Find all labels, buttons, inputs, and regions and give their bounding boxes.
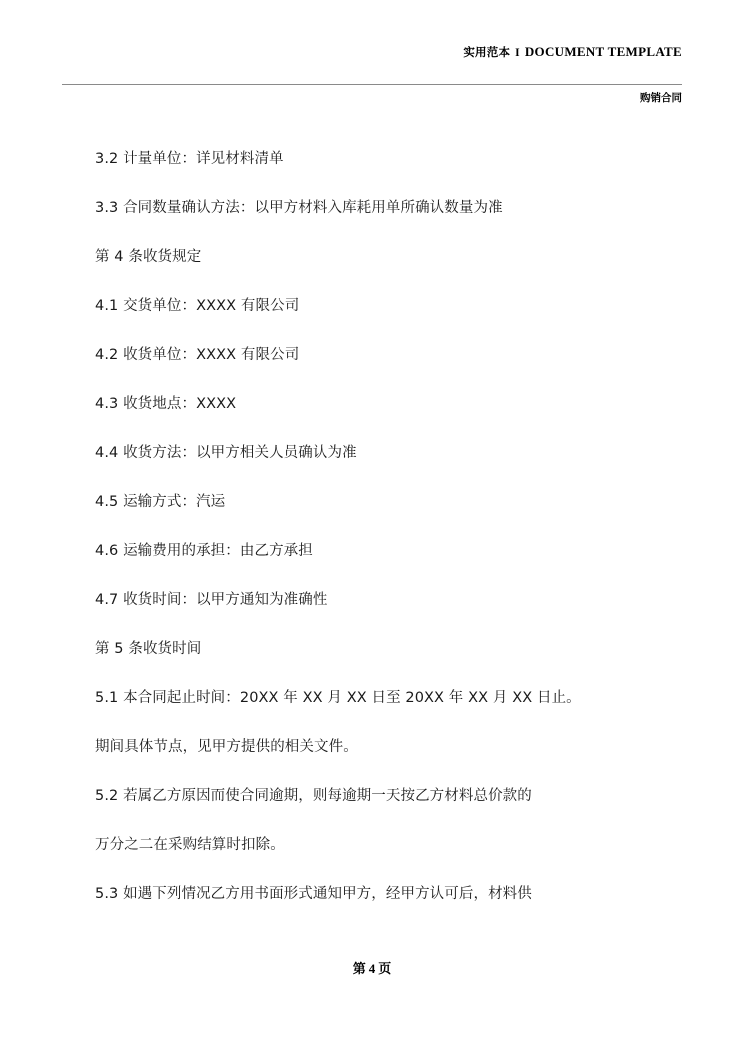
body-paragraph: 5.3 如遇下列情况乙方用书面形式通知甲方，经甲方认可后，材料供 <box>95 886 532 902</box>
body-paragraph: 第 5 条收货时间 <box>95 641 202 657</box>
body-paragraph: 期间具体节点，见甲方提供的相关文件。 <box>95 739 358 755</box>
body-paragraph: 4.2 收货单位：XXXX 有限公司 <box>95 347 300 363</box>
header-brand-line <box>62 44 682 60</box>
page-footer <box>0 958 744 977</box>
footer-prefix: 第 <box>352 962 366 977</box>
footer-page-number: 4 <box>368 961 376 976</box>
body-paragraph: 4.4 收货方法：以甲方相关人员确认为准 <box>95 445 357 461</box>
body-paragraph: 5.1 本合同起止时间：20XX 年 XX 月 XX 日至 20XX 年 XX 月 XX 日止。 <box>95 690 581 706</box>
header-brand-cn: 实用范本 <box>463 45 511 59</box>
body-paragraph: 万分之二在采购结算时扣除。 <box>95 837 285 853</box>
header-doc-title: 购销合同 <box>640 92 682 104</box>
header-separator: I <box>515 47 520 59</box>
header-divider <box>62 84 682 85</box>
body-paragraph: 5.2 若属乙方原因而使合同逾期，则每逾期一天按乙方材料总价款的 <box>95 788 532 804</box>
body-paragraph: 4.1 交货单位：XXXX 有限公司 <box>95 298 300 314</box>
footer-suffix: 页 <box>378 962 392 977</box>
body-paragraph: 3.2 计量单位：详见材料清单 <box>95 151 284 167</box>
header-brand-en: DOCUMENT TEMPLATE <box>524 44 682 59</box>
body-paragraph: 4.7 收货时间：以甲方通知为准确性 <box>95 592 328 608</box>
body-paragraph: 4.5 运输方式：汽运 <box>95 494 226 510</box>
body-paragraph: 第 4 条收货规定 <box>95 249 202 265</box>
page-header <box>62 44 682 60</box>
document-body <box>95 135 655 919</box>
body-paragraph: 4.6 运输费用的承担：由乙方承担 <box>95 543 313 559</box>
body-paragraph: 3.3 合同数量确认方法：以甲方材料入库耗用单所确认数量为准 <box>95 200 503 216</box>
body-paragraph: 4.3 收货地点：XXXX <box>95 396 237 412</box>
